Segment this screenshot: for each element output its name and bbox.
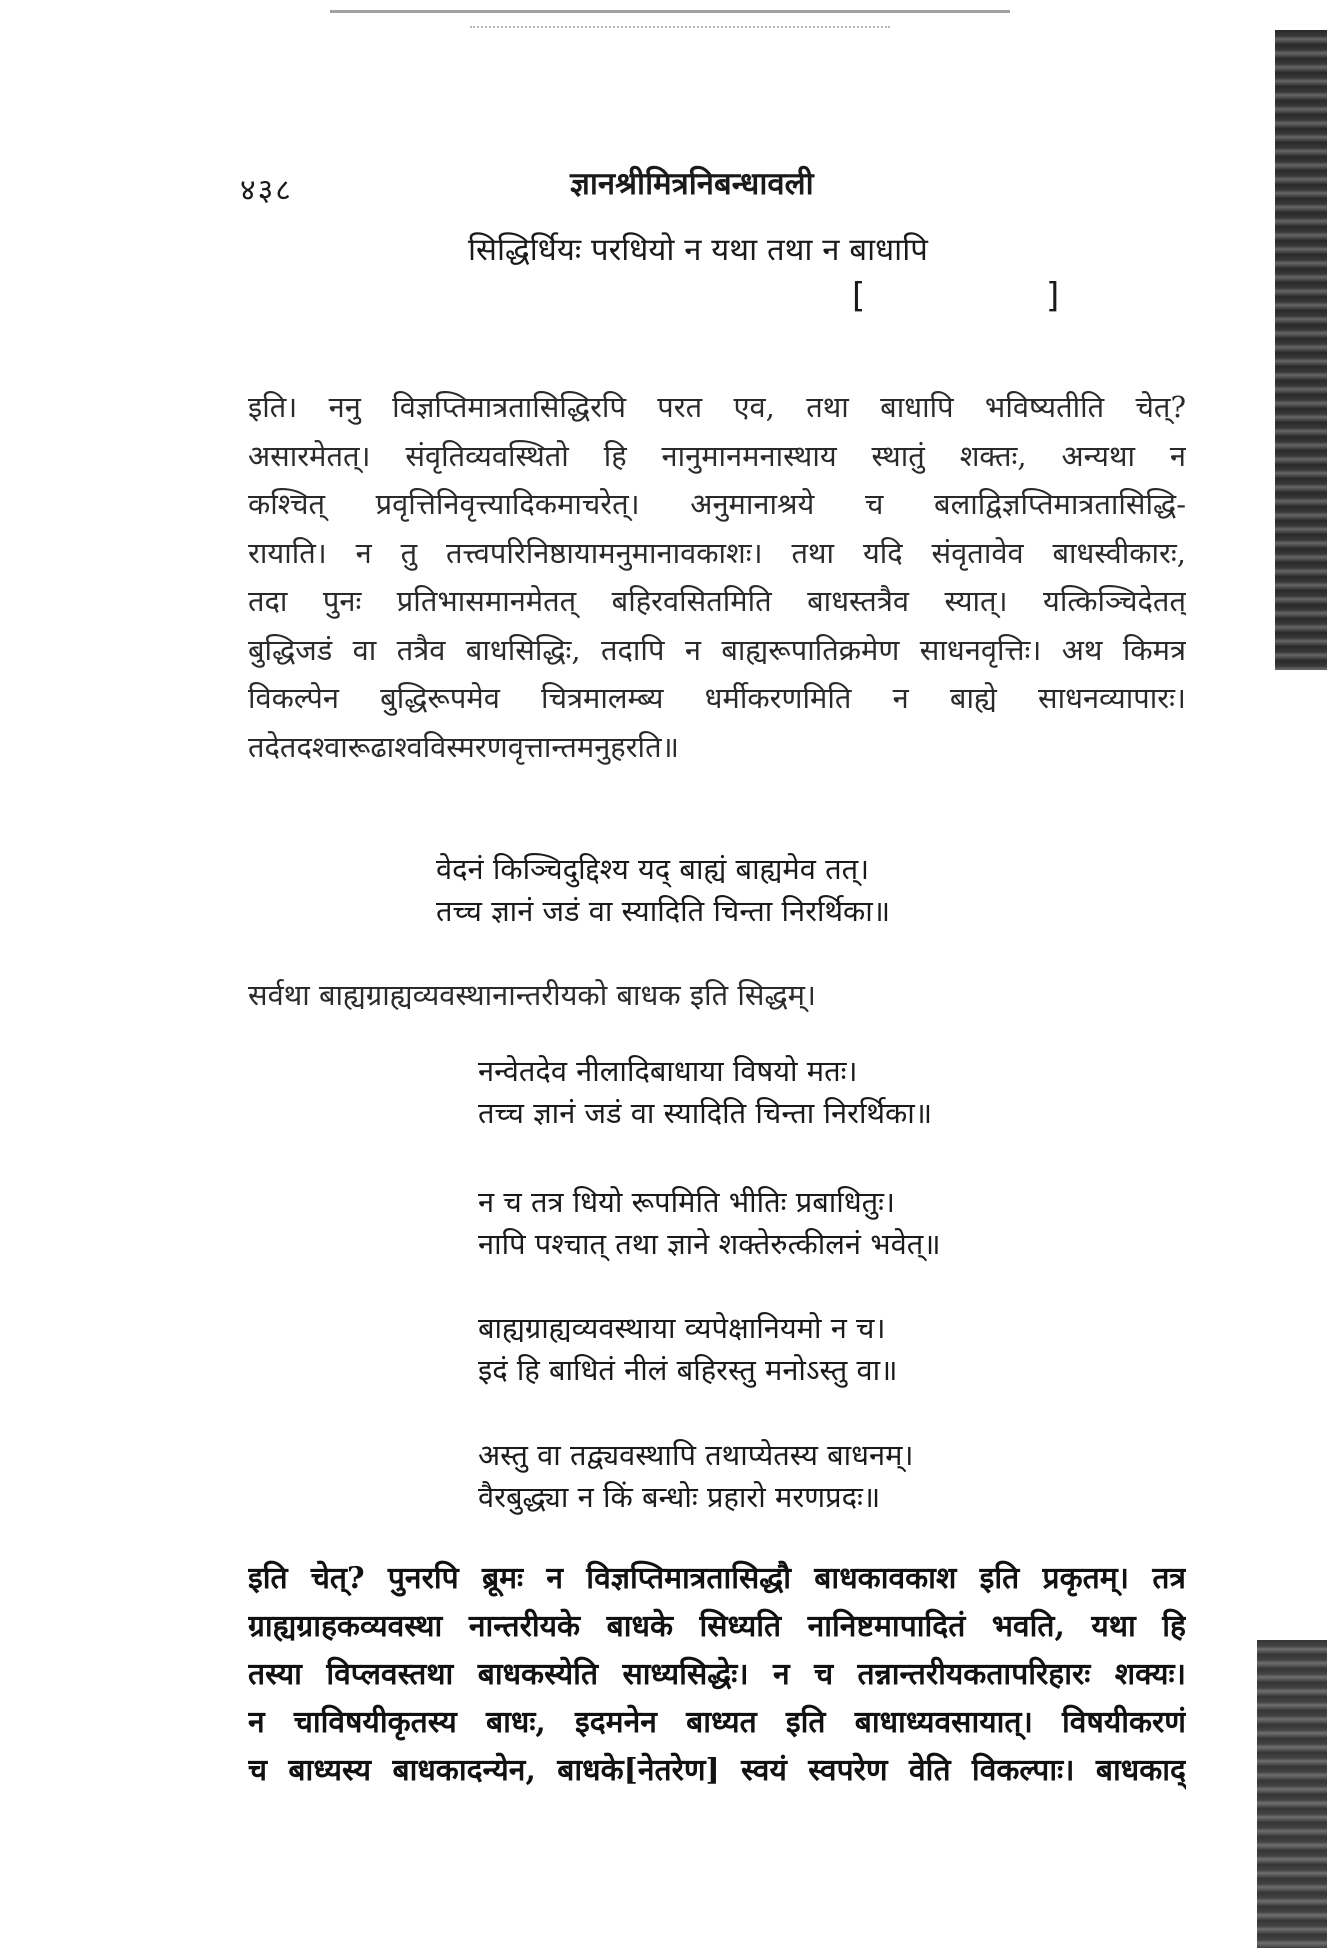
verse-line: न च तत्र धियो रूपमिति भीतिः प्रबाधितुः।	[478, 1185, 896, 1219]
verse-block-1	[436, 848, 890, 932]
verse-line: नन्वेतदेव नीलादिबाधाया विषयो मतः।	[478, 1054, 858, 1088]
verse-line: वेदनं किञ्चिदुद्दिश्य यद् बाह्यं बाह्यमेव तत्।	[436, 852, 870, 886]
paragraph-line: तस्या विप्लवस्तथा बाधकस्येति साध्यसिद्धेः। न च तन्नान्तरीयकतापरिहारः शक्यः।	[248, 1657, 1186, 1692]
verse-line: अस्तु वा तद्व्यवस्थापि तथाप्येतस्य बाधनम्।	[478, 1438, 914, 1472]
paragraph-1	[248, 383, 1186, 771]
scan-top-dots	[470, 26, 890, 28]
conclusion-sentence: सर्वथा बाह्यग्राह्यव्यवस्थानान्तरीयको बाधक इति सिद्धम्।	[248, 978, 816, 1012]
verse-block-4	[478, 1307, 898, 1391]
verse-block-5	[478, 1434, 913, 1518]
page-number: ४३८	[240, 173, 293, 208]
scan-binding-shadow-top	[1275, 30, 1327, 670]
verse-line: वैरबुद्ध्या न किं बन्धोः प्रहारो मरणप्रदः॥	[478, 1480, 881, 1514]
paragraph-line: ग्राह्यग्राहकव्यवस्था नान्तरीयके बाधके सिध्यति नानिष्टमापादितं भवति, यथा हि	[248, 1609, 1186, 1644]
paragraph-2	[248, 1555, 1186, 1795]
verse-line: बाह्यग्राह्यव्यवस्थाया व्यपेक्षानियमो न च।	[478, 1311, 886, 1345]
page-header	[240, 160, 1040, 210]
paragraph-line: बुद्धिजडं वा तत्रैव बाधसिद्धिः, तदापि न बाह्यरूपातिक्रमेण साधनवृत्तिः। अथ किमत्र	[248, 632, 1186, 667]
verse-block-3	[478, 1181, 941, 1265]
paragraph-line: कश्चित् प्रवृत्तिनिवृत्त्यादिकमाचरेत्। अनुमानाश्रये च बलाद्विज्ञप्तिमात्रतासिद्धि-	[248, 487, 1186, 521]
close-bracket: ]	[1046, 276, 1060, 316]
verse-line: इदं हि बाधितं नीलं बहिरस्तु मनोऽस्तु वा॥	[478, 1353, 898, 1387]
scan-top-rule	[330, 10, 1010, 13]
paragraph-line: इति चेत्? पुनरपि ब्रूमः न विज्ञप्तिमात्रतासिद्धौ बाधकावकाश इति प्रकृतम्। तत्र	[248, 1561, 1186, 1596]
verse-line: तच्च ज्ञानं जडं वा स्यादिति चिन्ता निरर्थिका॥	[436, 894, 891, 928]
paragraph-line: असारमेतत्। संवृतिव्यवस्थितो हि नानुमानमनास्थाय स्थातुं शक्तः, अन्यथा न	[248, 438, 1186, 473]
paragraph-line: विकल्पेन बुद्धिरूपमेव चित्रमालम्ब्य धर्मीकरणमिति न बाह्ये साधनव्यापारः।	[248, 681, 1186, 715]
running-title: ज्ञानश्रीमित्रनिबन्धावली	[570, 166, 814, 202]
scan-binding-shadow-bottom	[1257, 1640, 1327, 1948]
paragraph-line: तदा पुनः प्रतिभासमानमेतत् बहिरवसितमिति बाधस्तत्रैव स्यात्। यत्किञ्चिदेतत्	[248, 584, 1186, 618]
paragraph-line: च बाध्यस्य बाधकादन्येन, बाधके[नेतरेण] स्वयं स्वपरेण वेति विकल्पाः। बाधकाद्	[248, 1753, 1186, 1788]
paragraph-line: रायाति। न तु तत्त्वपरिनिष्ठायामनुमानावकाशः। तथा यदि संवृतावेव बाधस्वीकारः,	[248, 535, 1186, 570]
paragraph-line: इति। ननु विज्ञप्तिमात्रतासिद्धिरपि परत एव, तथा बाधापि भविष्यतीति चेत्?	[248, 390, 1186, 424]
verse-block-2	[478, 1050, 932, 1134]
open-bracket: [	[852, 276, 866, 316]
paragraph-line: न चाविषयीकृतस्य बाधः, इदमनेन बाध्यत इति बाधाध्यवसायात्। विषयीकरणं	[248, 1705, 1186, 1740]
paragraph-line: तदेतदश्वारूढाश्वविस्मरणवृत्तान्तमनुहरति॥	[248, 729, 679, 764]
verse-line: नापि पश्चात् तथा ज्ञाने शक्तेरुत्कीलनं भवेत्॥	[478, 1227, 941, 1261]
section-heading: सिद्धिर्धियः परधियो न यथा तथा न बाधापि	[468, 232, 928, 268]
verse-line: तच्च ज्ञानं जडं वा स्यादिति चिन्ता निरर्थिका॥	[478, 1096, 933, 1130]
